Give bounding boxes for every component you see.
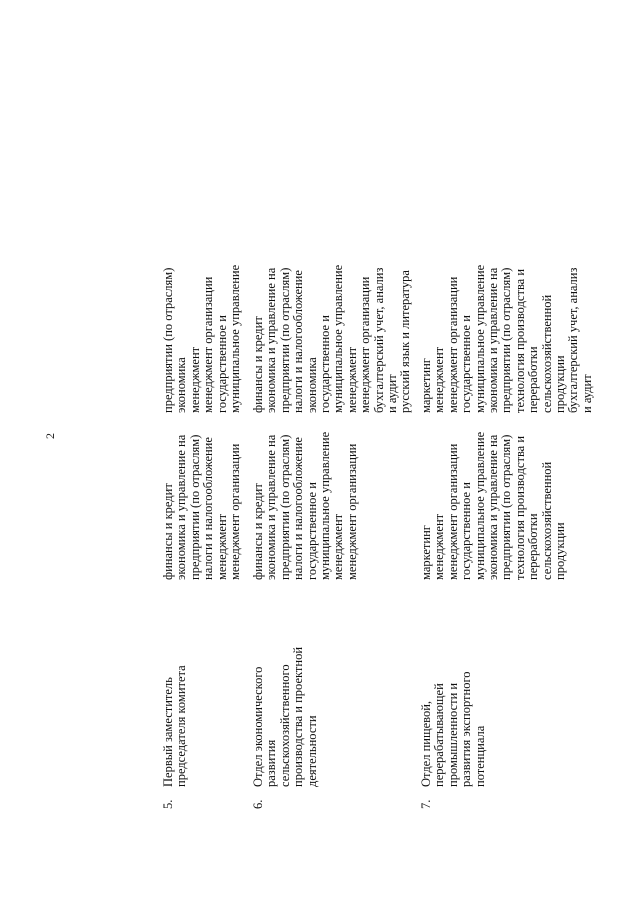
specialties-extended-cell bbox=[162, 223, 242, 413]
cell-line: менеджмент организации bbox=[445, 443, 460, 580]
cell-line: налоги и налогообложение bbox=[291, 270, 306, 413]
cell-line: экономика и управление на bbox=[264, 267, 279, 413]
cell-line: предприятии (по отраслям) bbox=[499, 434, 514, 580]
cell-line: предприятии (по отраслям) bbox=[161, 267, 175, 413]
cell-line: сельскохозяйственной bbox=[539, 461, 554, 580]
cell-line: перерабатывающей bbox=[432, 683, 447, 787]
cell-line: менеджмент bbox=[344, 346, 359, 413]
cell-line: менеджмент bbox=[432, 346, 447, 413]
cell-line: менеджмент bbox=[214, 513, 229, 580]
cell-line: менеджмент организации bbox=[358, 276, 373, 413]
cell-line: продукции bbox=[553, 355, 568, 413]
cell-line: маркетинг bbox=[419, 358, 433, 413]
cell-line: налоги и налогообложение bbox=[291, 437, 306, 580]
cell-line: переработки bbox=[526, 513, 541, 580]
cell-line: муниципальное управление bbox=[472, 264, 487, 413]
cell-line: Отдел экономического bbox=[251, 666, 265, 787]
cell-line: предприятии (по отраслям) bbox=[187, 434, 202, 580]
cell-line: бухгалтерский учет, анализ bbox=[566, 267, 581, 413]
cell-line: развития bbox=[264, 739, 279, 787]
cell-line: русский язык и литература bbox=[398, 270, 413, 413]
cell-line: экономика и управление на bbox=[486, 434, 501, 580]
cell-line: и аудит bbox=[385, 374, 400, 413]
cell-line: Отдел пищевой, bbox=[419, 700, 433, 787]
cell-line: финансы и кредит bbox=[161, 483, 175, 580]
cell-line: финансы и кредит bbox=[251, 316, 265, 413]
specialties-extended-cell bbox=[420, 223, 594, 413]
department-cell bbox=[162, 607, 189, 787]
row-number: 6. bbox=[251, 799, 265, 809]
cell-line: потенциала bbox=[472, 725, 487, 787]
cell-line: государственное и bbox=[459, 482, 474, 580]
cell-line: государственное и bbox=[459, 315, 474, 413]
cell-line: переработки bbox=[526, 346, 541, 413]
cell-line: менеджмент организации bbox=[445, 276, 460, 413]
department-cell bbox=[252, 607, 319, 787]
cell-line: технология производства и bbox=[512, 435, 527, 580]
cell-line: Первый заместитель bbox=[161, 677, 175, 787]
cell-line: муниципальное управление bbox=[318, 431, 333, 580]
cell-line: менеджмент организации bbox=[201, 276, 216, 413]
specialties-extended-cell bbox=[252, 223, 413, 413]
cell-line: бухгалтерский учет, анализ bbox=[371, 267, 386, 413]
cell-line: экономика и управление на bbox=[486, 267, 501, 413]
cell-line: предприятии (по отраслям) bbox=[499, 267, 514, 413]
cell-line: сельскохозяйственной bbox=[539, 294, 554, 413]
cell-line: муниципальное управление bbox=[228, 264, 243, 413]
cell-line: государственное и bbox=[304, 482, 319, 580]
cell-line: производства и проектной bbox=[291, 646, 306, 787]
cell-line: налоги и налогообложение bbox=[201, 437, 216, 580]
cell-line: экономика и управление на bbox=[174, 434, 189, 580]
cell-line: государственное и bbox=[214, 315, 229, 413]
cell-line: деятельности bbox=[304, 715, 319, 787]
cell-line: менеджмент организации bbox=[228, 443, 243, 580]
cell-line: менеджмент bbox=[432, 513, 447, 580]
cell-line: маркетинг bbox=[419, 525, 433, 580]
cell-line: экономика bbox=[174, 357, 189, 413]
cell-line: технология производства и bbox=[512, 268, 527, 413]
cell-line: финансы и кредит bbox=[251, 483, 265, 580]
cell-line: продукции bbox=[553, 522, 568, 580]
cell-line: и аудит bbox=[579, 374, 594, 413]
cell-line: промышленности и bbox=[445, 682, 460, 787]
cell-line: сельскохозяйственного bbox=[277, 664, 292, 787]
cell-line: экономика и управление на bbox=[264, 434, 279, 580]
cell-line: экономика bbox=[304, 357, 319, 413]
cell-line: развития экспортного bbox=[459, 671, 474, 787]
cell-line: менеджмент bbox=[187, 346, 202, 413]
cell-line: председателя комитета bbox=[174, 665, 189, 787]
cell-line: предприятии (по отраслям) bbox=[277, 267, 292, 413]
page-number: 2 bbox=[43, 433, 57, 439]
cell-line: менеджмент bbox=[331, 513, 346, 580]
department-cell bbox=[420, 607, 487, 787]
cell-line: муниципальное управление bbox=[331, 264, 346, 413]
cell-line: государственное и bbox=[318, 315, 333, 413]
row-number: 7. bbox=[419, 799, 433, 809]
cell-line: муниципальное управление bbox=[472, 431, 487, 580]
row-number: 5. bbox=[161, 799, 175, 809]
cell-line: менеджмент организации bbox=[344, 443, 359, 580]
cell-line: предприятии (по отраслям) bbox=[277, 434, 292, 580]
